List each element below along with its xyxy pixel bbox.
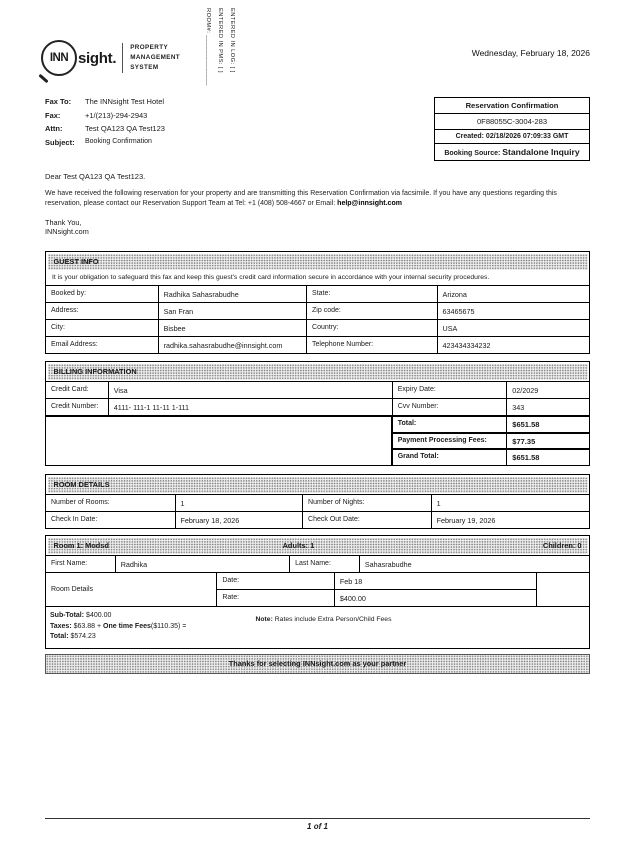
rates-note <box>251 610 396 644</box>
room1-section <box>45 535 590 649</box>
telephone-label: Telephone Number: <box>307 336 438 353</box>
country-value: USA <box>438 319 589 336</box>
closing-signature: INNsight.com <box>45 227 89 237</box>
billing-header: BILLING INFORMATION <box>48 364 588 380</box>
billing-table <box>46 381 589 465</box>
cvv-label: Cvv Number: <box>393 398 508 415</box>
booking-source-row <box>435 144 589 160</box>
check-in-label: Check In Date: <box>46 511 176 528</box>
tagline-line: SYSTEM <box>130 63 159 71</box>
fax-number-value: +1/(213)-294-2943 <box>85 110 148 120</box>
total-value: $651.58 <box>507 415 589 432</box>
last-name-value: Sahasrabudhe <box>360 555 589 572</box>
note-label: Note: <box>255 616 273 624</box>
document-date: Wednesday, February 18, 2026 <box>471 48 590 58</box>
subtotal-block <box>46 610 251 644</box>
letter-body <box>45 189 590 209</box>
processing-fees-label: Payment Processing Fees: <box>393 432 508 449</box>
security-notice: It is your obligation to safeguard this fax and keep this guest's credit card information secure in accordance with your internal security procedures. <box>52 274 490 282</box>
thanks-banner: Thanks for selecting INNsight.com as your partner <box>45 654 590 674</box>
one-time-fees-label: One time Fees <box>103 622 151 630</box>
num-rooms-label: Number of Rooms: <box>46 494 176 511</box>
document-header <box>45 0 590 97</box>
logo-divider <box>122 43 123 73</box>
subject-row <box>45 138 165 147</box>
guest-info-header: GUEST INFO <box>48 254 588 270</box>
expiry-value: 02/2029 <box>507 381 589 398</box>
taxes-label: Taxes: <box>50 622 72 630</box>
innsight-logo <box>41 40 180 76</box>
fax-number-row <box>45 111 165 120</box>
logo-circle <box>41 40 77 76</box>
state-label: State: <box>307 285 438 302</box>
first-name-value: Radhika <box>116 555 290 572</box>
support-email-link[interactable]: help@innsight.com <box>337 199 402 207</box>
city-value: Bisbee <box>159 319 307 336</box>
attn-label: Attn: <box>45 124 63 133</box>
fax-recipient-info <box>45 97 165 151</box>
room1-children: Children: 0 <box>542 540 582 550</box>
subject-label: Subject: <box>45 137 75 147</box>
city-label: City: <box>46 319 159 336</box>
magnifier-logo-icon <box>41 40 116 76</box>
room-total-value: $574.23 <box>70 633 96 641</box>
guest-info-table <box>46 285 589 353</box>
room-total-line <box>50 632 247 643</box>
letter-body-text: We have received the following reservation for your property and are transmitting this Reservation Confirmation via facsimile. If you have any questions regarding this reservation, please contact our Reservation Support Team at Tel: +1 (408) 508-4667 or Email: <box>45 190 557 207</box>
page-number: 1 of 1 <box>307 822 328 831</box>
tagline-line: MANAGEMENT <box>130 54 181 62</box>
num-nights-label: Number of Nights: <box>303 494 432 511</box>
guest-info-section <box>45 251 590 354</box>
one-time-fees-value: ($110.35) = <box>150 622 187 630</box>
entered-in-log-checkbox: ENTERED IN LOG: [ ] <box>229 8 235 73</box>
expiry-label: Expiry Date: <box>393 381 508 398</box>
room-details-label: Room Details <box>46 572 217 606</box>
booking-source-value: Standalone Inquiry <box>502 147 580 157</box>
num-rooms-value: 1 <box>176 494 304 511</box>
room-details-table <box>46 494 589 528</box>
fax-number-label: Fax: <box>45 110 61 120</box>
processing-fees-value: $77.35 <box>507 432 589 449</box>
grand-total-value: $651.58 <box>507 448 589 465</box>
room-total-label: Total: <box>50 633 69 641</box>
zip-value: 63465675 <box>438 302 589 319</box>
num-nights-value: 1 <box>432 494 589 511</box>
room1-name-row <box>46 555 589 572</box>
zip-label: Zip code: <box>307 302 438 319</box>
page-footer <box>45 818 590 831</box>
room1-rate-table <box>46 572 589 606</box>
confirmation-created: Created: 02/18/2026 07:09:33 GMT <box>435 130 589 144</box>
room-details-section <box>45 474 590 529</box>
reservation-confirmation-box <box>434 97 590 161</box>
rate-value: $400.00 <box>335 589 537 606</box>
credit-card-value: Visa <box>109 381 393 398</box>
billing-section <box>45 361 590 466</box>
booked-by-value: Radhika Sahasrabudhe <box>159 285 307 302</box>
check-out-value: February 19, 2026 <box>432 511 589 528</box>
room1-title: Room 1: Modsd <box>53 540 109 550</box>
room1-adults: Adults: 1 <box>282 540 315 550</box>
date-label: Date: <box>217 572 335 589</box>
grand-total-label: Grand Total: <box>393 448 508 465</box>
subtotal-value: $400.00 <box>86 612 112 620</box>
booked-by-label: Booked by: <box>46 285 159 302</box>
address-value: San Fran <box>159 302 307 319</box>
room-details-header: ROOM DETAILS <box>48 477 588 493</box>
magnifier-handle-icon <box>38 74 48 84</box>
country-label: Country: <box>307 319 438 336</box>
subject-value: Booking Confirmation <box>85 137 152 145</box>
fax-entry-fields <box>205 8 235 116</box>
fax-section <box>45 97 590 161</box>
logo-inn-text: INN <box>49 52 69 64</box>
fax-to-value: The INNsight Test Hotel <box>85 97 165 106</box>
fax-to-label: Fax To: <box>45 97 72 106</box>
credit-number-label: Credit Number: <box>46 398 109 415</box>
logo-tagline <box>130 43 180 72</box>
first-name-label: First Name: <box>46 555 116 572</box>
check-out-label: Check Out Date: <box>303 511 432 528</box>
telephone-value: 423434334232 <box>438 336 589 353</box>
confirmation-number: 0F88055C-3004-283 <box>435 114 589 130</box>
confirmation-title: Reservation Confirmation <box>435 98 589 114</box>
room1-header <box>48 538 588 554</box>
closing-thanks: Thank You, <box>45 217 82 227</box>
email-label: Email Address: <box>46 336 159 353</box>
letter-closing <box>45 218 590 238</box>
room-number-field: ROOM#: ______________ <box>205 8 211 87</box>
taxes-line <box>50 622 247 633</box>
logo-sight-text: sight. <box>78 49 117 67</box>
credit-card-label: Credit Card: <box>46 381 109 398</box>
tagline-line: PROPERTY <box>130 44 169 52</box>
subtotal-line <box>50 611 247 622</box>
salutation: Dear Test QA123 QA Test123. <box>45 172 146 181</box>
note-text: Rates include Extra Person/Child Fees <box>274 616 392 624</box>
state-value: Arizona <box>438 285 589 302</box>
check-in-value: February 18, 2026 <box>176 511 304 528</box>
credit-number-value: 4111- 111-1 11-11 1-111 <box>109 398 393 415</box>
billing-spacer-cell <box>46 415 393 465</box>
total-label: Total: <box>393 415 508 432</box>
room1-subtotal-row <box>46 606 589 648</box>
attn-value: Test QA123 QA Test123 <box>85 124 165 133</box>
entered-in-pms-checkbox: ENTERED IN PMS: [ ] <box>217 8 223 73</box>
rate-label: Rate: <box>217 589 335 606</box>
booking-source-label: Booking Source: <box>444 150 501 157</box>
cvv-value: 343 <box>507 398 589 415</box>
rate-spacer-cell <box>537 572 589 606</box>
email-value: radhika.sahasrabudhe@innsight.com <box>159 336 307 353</box>
date-value: Feb 18 <box>335 572 537 589</box>
last-name-label: Last Name: <box>290 555 360 572</box>
attn-row <box>45 124 165 133</box>
taxes-value: $63.88 + <box>73 622 102 630</box>
fax-to-row <box>45 97 165 106</box>
subtotal-label: Sub-Total: <box>50 612 85 620</box>
address-label: Address: <box>46 302 159 319</box>
